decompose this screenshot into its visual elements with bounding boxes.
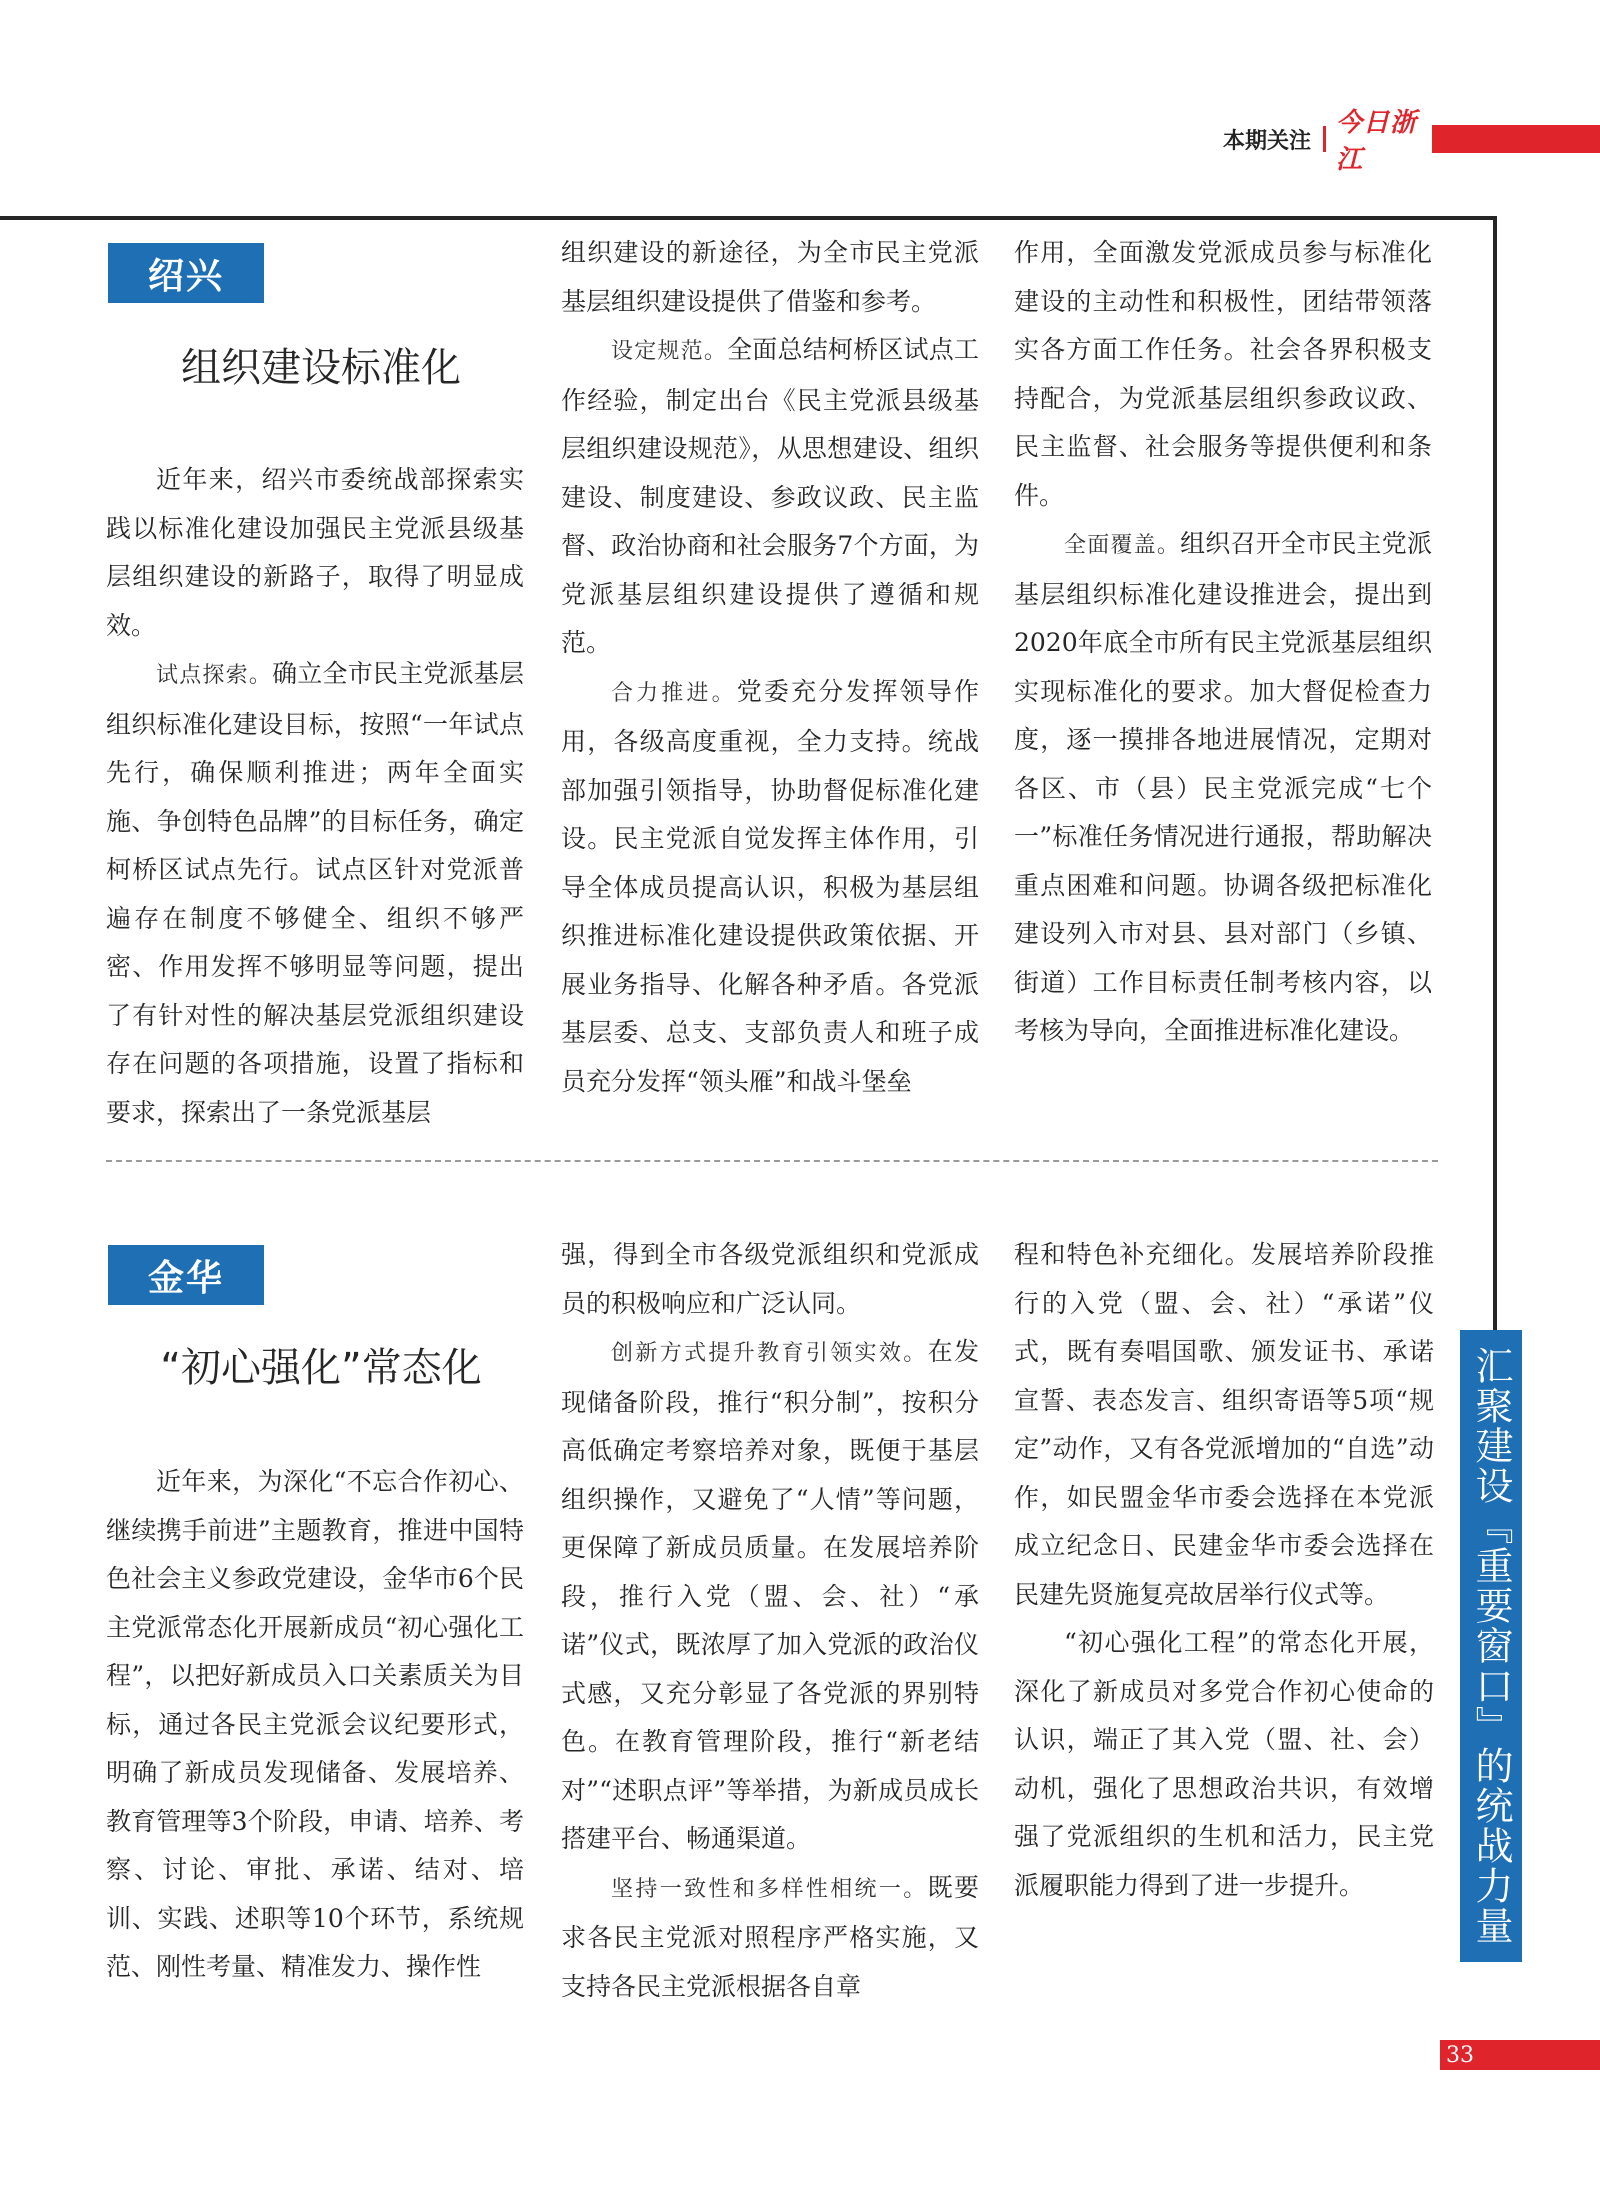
paragraph-body: 既要求各民主党派对照程序严格实施，又支持各民主党派根据各自章 bbox=[561, 1872, 979, 2001]
frame-right-rule bbox=[1493, 216, 1497, 1330]
paragraph: 近年来，绍兴市委统战部探索实践以标准化建设加强民主党派县级基层组织建设的新路子，取得了明显成效。 bbox=[106, 465, 524, 640]
paragraph: 组织建设的新途径，为全市民主党派基层组织建设提供了借鉴和参考。 bbox=[561, 238, 979, 316]
article-column-3 bbox=[1014, 229, 1432, 1056]
article-column-5 bbox=[561, 1231, 979, 2011]
header-red-bar bbox=[1432, 125, 1600, 153]
section-title-jinhua: “初心强化”常态化 bbox=[160, 1345, 482, 1391]
section-label: 本期关注 bbox=[1222, 128, 1311, 154]
paragraph-body: 党委充分发挥领导作用，各级高度重视，全力支持。统战部加强引领指导，协助督促标准化建设。民主党派自觉发挥主体作用，引导全体成员提高认识，积极为基层组织推进标准化建设提供政策依据、开展业务指导、化解各种矛盾。各党派基层委、总支、支部负责人和班子成员充分发挥“领头雁”和战斗堡垒 bbox=[561, 676, 979, 1096]
paragraph bbox=[561, 1864, 979, 2012]
paragraph bbox=[106, 650, 524, 1137]
paragraph-body: 组织召开全市民主党派基层组织标准化建设推进会，提出到2020年底全市所有民主党派基层组织实现标准化的要求。加大督促检查力度，逐一摸排各地进展情况，定期对各区、市（县）民主党派完成“七个一”标准任务情况进行通报，帮助解决重点困难和问题。协调各级把标准化建设列入市对县、县对部门（乡镇、街道）工作目标责任制考核内容，以考核为导向，全面推进标准化建设。 bbox=[1014, 529, 1432, 1045]
section-tag-jinhua: 金华 bbox=[108, 1245, 264, 1305]
article-column-4 bbox=[106, 1458, 524, 1992]
paragraph-lead: 坚持一致性和多样性相统一。 bbox=[611, 1876, 928, 1902]
frame-top-rule bbox=[0, 216, 1496, 220]
paragraph-body: 全面总结柯桥区试点工作经验，制定出台《民主党派县级基层组织建设规范》，从思想建设、组织建设、制度建设、参政议政、民主监督、政治协商和社会服务7个方面，为党派基层组织建设提供了遵循和规范。 bbox=[561, 335, 979, 657]
section-divider bbox=[106, 1160, 1438, 1162]
paragraph-lead: 设定规范。 bbox=[611, 339, 728, 364]
magazine-logo: 今日浙江 bbox=[1336, 108, 1418, 175]
paragraph-lead: 创新方式提升教育引领实效。 bbox=[611, 1341, 928, 1366]
paragraph: 强，得到全市各级党派组织和党派成员的积极响应和广泛认同。 bbox=[561, 1240, 979, 1318]
paragraph-lead: 合力推进。 bbox=[611, 680, 737, 706]
paragraph: 程和特色补充细化。发展培养阶段推行的入党（盟、会、社）“承诺”仪式，既有奏唱国歌、颁发证书、承诺宣誓、表态发言、组织寄语等5项“规定”动作，又有各党派增加的“自选”动作，如民盟金华市委会选择在本党派成立纪念日、民建金华市委会选择在民建先贤施复亮故居举行仪式等。 bbox=[1014, 1240, 1434, 1609]
section-tag-shaoxing: 绍兴 bbox=[108, 243, 264, 303]
article-column-6 bbox=[1014, 1231, 1434, 1910]
paragraph bbox=[561, 326, 979, 668]
paragraph bbox=[1014, 520, 1432, 1056]
paragraph-lead: 试点探索。 bbox=[156, 663, 273, 688]
paragraph: 近年来，为深化“不忘合作初心、继续携手前进”主题教育，推进中国特色社会主义参政党建设，金华市6个民主党派常态化开展新成员“初心强化工程”，以把好新成员入口关素质关为目标，通过各民主党派会议纪要形式，明确了新成员发现储备、发展培养、教育管理等3个阶段，申请、培养、考察、讨论、审批、承诺、结对、培训、实践、述职等10个环节，系统规范、刚性考量、精准发力、操作性 bbox=[106, 1467, 524, 1981]
paragraph bbox=[561, 1328, 979, 1864]
paragraph bbox=[561, 668, 979, 1107]
side-banner: 汇聚建设『重要窗口』的统战力量 bbox=[1460, 1330, 1522, 1962]
page-header bbox=[1222, 108, 1600, 175]
paragraph-lead: 全面覆盖。 bbox=[1064, 533, 1181, 558]
paragraph: “初心强化工程”的常态化开展，深化了新成员对多党合作初心使命的认识，端正了其入党（盟、社、会）动机，强化了思想政治共识，有效增强了党派组织的生机和活力，民主党派履职能力得到了进一步提升。 bbox=[1014, 1628, 1434, 1900]
article-column-1 bbox=[106, 456, 524, 1137]
paragraph-body: 在发现储备阶段，推行“积分制”，按积分高低确定考察培养对象，既便于基层组织操作，又避免了“人情”等问题，更保障了新成员质量。在发展培养阶段，推行入党（盟、会、社）“承诺”仪式，既浓厚了加入党派的政治仪式感，又充分彰显了各党派的界别特色。在教育管理阶段，推行“新老结对”“述职点评”等举措，为新成员成长搭建平台、畅通渠道。 bbox=[561, 1337, 979, 1853]
section-title-shaoxing: 组织建设标准化 bbox=[181, 345, 461, 391]
page-number: 33 bbox=[1440, 2040, 1600, 2070]
paragraph-body: 确立全市民主党派基层组织标准化建设目标，按照“一年试点先行，确保顺利推进；两年全面实施、争创特色品牌”的目标任务，确定柯桥区试点先行。试点区针对党派普遍存在制度不够健全、组织不够严密、作用发挥不够明显等问题，提出了有针对性的解决基层党派组织建设存在问题的各项措施，设置了指标和要求，探索出了一条党派基层 bbox=[106, 659, 524, 1127]
paragraph: 作用，全面激发党派成员参与标准化建设的主动性和积极性，团结带领落实各方面工作任务。社会各界积极支持配合，为党派基层组织参政议政、民主监督、社会服务等提供便利和条件。 bbox=[1014, 238, 1432, 510]
header-divider bbox=[1323, 126, 1326, 152]
article-column-2 bbox=[561, 229, 979, 1106]
